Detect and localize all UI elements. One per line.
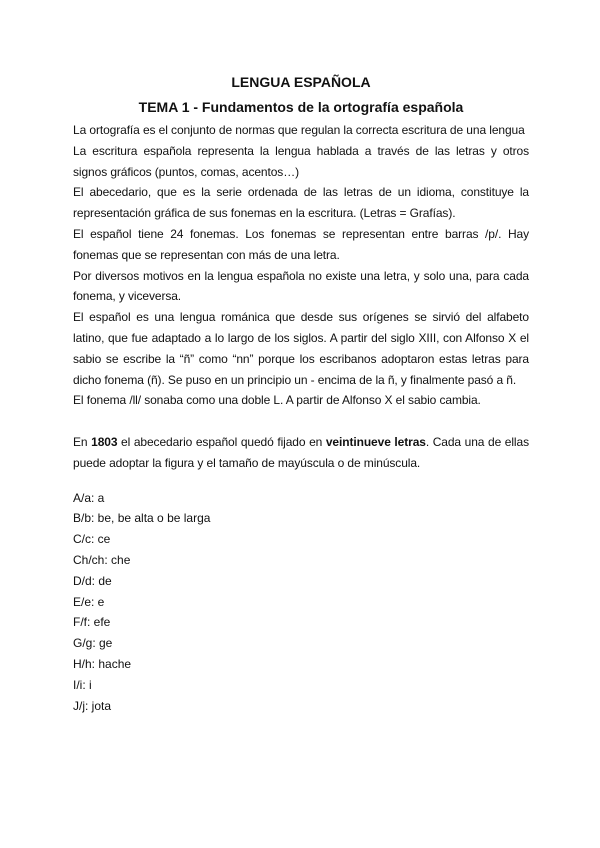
alphabet-letter-count: veintinueve letras xyxy=(325,434,426,449)
intro-section xyxy=(73,120,529,411)
alphabet-note-prefix: En xyxy=(73,434,92,449)
paragraph: El español tiene 24 fonemas. Los fonemas se representan entre barras /p/. Hay fonemas que se representan con más de una letra. xyxy=(73,226,529,262)
letter-item: E/e: e xyxy=(73,594,105,609)
letter-item: A/a: a xyxy=(73,490,105,505)
letter-item: Ch/ch: che xyxy=(73,552,131,567)
topic-title: TEMA 1 - Fundamentos de la ortografía española xyxy=(138,99,464,115)
alphabet-year: 1803 xyxy=(91,434,118,449)
letter-item: J/j: jota xyxy=(73,698,112,713)
letter-list xyxy=(73,488,529,717)
letter-item: B/b: be, be alta o be larga xyxy=(73,511,211,526)
paragraph: El español es una lengua románica que desde sus orígenes se sirvió del alfabeto latino, que fue adaptado a lo largo de los siglos. A partir del siglo XIII, con Alfonso X el sabio se escribe la “ñ” como “nn” porque los escribanos adoptaron estas letras para dicho fonema (ñ). Se puso en un principio un - encima de la ñ, y finalmente pasó a ñ. xyxy=(73,310,529,387)
letter-item: D/d: de xyxy=(73,573,112,588)
document-page xyxy=(73,72,529,716)
letter-item: H/h: hache xyxy=(73,656,132,671)
document-title: LENGUA ESPAÑOLA xyxy=(231,74,371,90)
paragraph: El fonema /ll/ sonaba como una doble L. A partir de Alfonso X el sabio cambia. xyxy=(73,393,481,408)
blank-line xyxy=(73,411,529,432)
paragraph: El abecedario, que es la serie ordenada de las letras de un idioma, constituye la representación gráfica de sus fonemas en la escritura. (Letras = Grafías). xyxy=(73,185,529,221)
paragraph: La escritura española representa la lengua hablada a través de las letras y otros signos gráficos (puntos, comas, acentos…) xyxy=(73,143,529,179)
alphabet-note-middle: el abecedario español quedó fijado en xyxy=(117,434,326,449)
letter-item: I/i: i xyxy=(73,677,92,692)
paragraph: La ortografía es el conjunto de normas que regulan la correcta escritura de una lengua xyxy=(73,123,525,137)
alphabet-note-suffix: . Cada una de ellas puede adoptar la figura y el tamaño de mayúscula o de minúscula. xyxy=(73,434,529,470)
letter-item: C/c: ce xyxy=(73,532,111,547)
letter-item: F/f: efe xyxy=(73,615,111,630)
alphabet-note xyxy=(73,432,529,474)
letter-item: G/g: ge xyxy=(73,636,113,651)
paragraph: Por diversos motivos en la lengua española no existe una letra, y solo una, para cada fonema, y viceversa. xyxy=(73,268,529,304)
